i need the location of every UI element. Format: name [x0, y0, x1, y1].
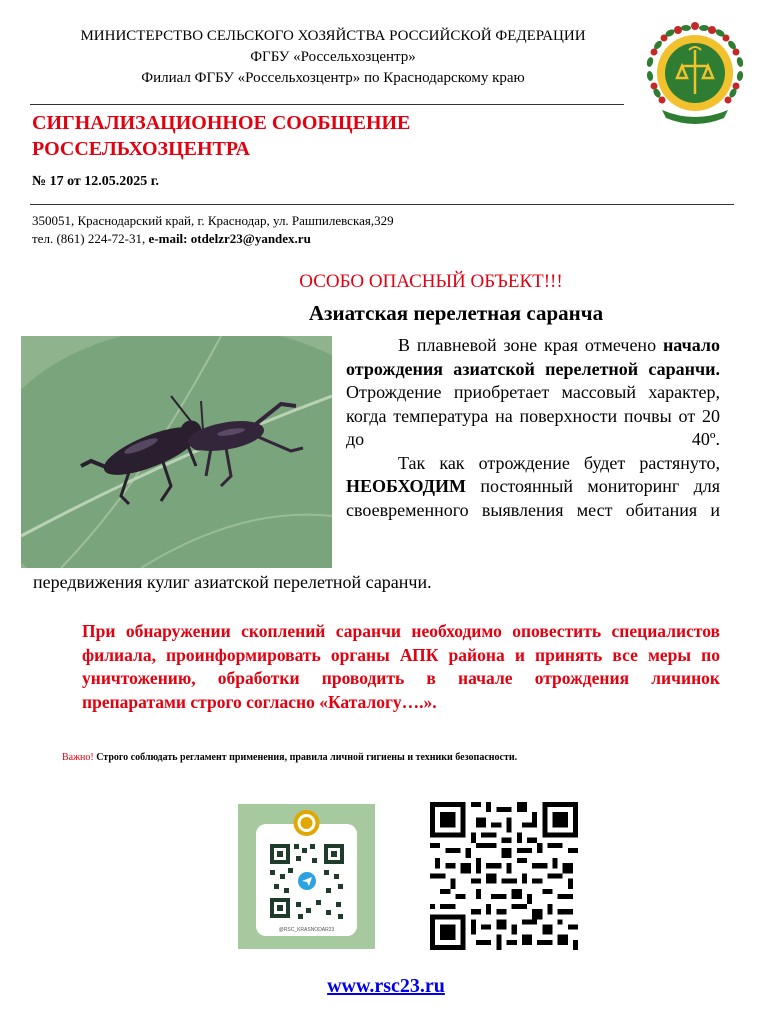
rosselkhozcenter-emblem-icon [642, 20, 748, 126]
message-title [32, 110, 410, 162]
website-link[interactable]: www.rsc23.ru [327, 975, 445, 997]
header-divider [30, 104, 624, 105]
paragraph-2 [346, 452, 720, 523]
locust-photo [21, 336, 332, 568]
p2-text-a: Так как отрождение будет растянуто, [398, 452, 720, 473]
ministry-name: МИНИСТЕРСТВО СЕЛЬСКОГО ХОЗЯЙСТВА РОССИЙСКОЙ ФЕДЕРАЦИИ [80, 28, 586, 44]
message-title-line2: РОССЕЛЬХОЗЦЕНТРА [32, 138, 250, 160]
phone-email-line [32, 230, 394, 248]
p2-text-b: постоянный мониторинг для своевременного выявления мест обитания и [346, 476, 720, 520]
email-link[interactable]: e-mail: otdelzr23@yandex.ru [148, 231, 311, 246]
danger-heading: ОСОБО ОПАСНЫЙ ОБЪЕКТ!!! [299, 271, 563, 292]
p1-text-a: В плавневой зоне края отмечено [398, 335, 663, 355]
branch-name: Филиал ФГБУ «Россельхозцентр» по Краснодарскому краю [141, 70, 525, 86]
message-title-line1: СИГНАЛИЗАЦИОННОЕ СООБЩЕНИЕ [32, 112, 411, 134]
paragraph-1 [346, 334, 720, 452]
contacts-divider [30, 204, 734, 205]
p1-text-b: Отрождение приобретает массовый характер, когда температура на поверхности почвы от 20 до 40º. [346, 382, 720, 449]
phone-text: тел. (861) 224-72-31, [32, 231, 146, 246]
contacts-block [32, 212, 394, 248]
message-number: № 17 от 12.05.2025 г. [32, 174, 160, 189]
important-text: Строго соблюдать регламент применения, правила личной гигиены и техники безопасности. [93, 752, 518, 763]
p2-text-bold: НЕОБХОДИМ [346, 476, 467, 496]
important-note [62, 752, 517, 763]
org-name: ФГБУ «Россельхозцентр» [250, 49, 416, 65]
important-label: Важно! [62, 752, 94, 763]
p1-text-bold: начало отрождения азиатской перелетной саранчи. [346, 335, 720, 379]
pest-name-heading: Азиатская перелетная саранча [308, 301, 604, 325]
ministry-header [30, 26, 636, 89]
body-text [346, 334, 720, 522]
address-text: 350051, Краснодарский край, г. Краснодар, ул. Рашпилевская,329 [32, 213, 394, 228]
paragraph-2-tail: передвижения кулиг азиатской перелетной саранчи. [33, 572, 432, 592]
warning-text: При обнаружении скоплений саранчи необходимо оповестить специалистов филиала, проинформировать органы АПК района и принять все меры по уничтожению, обработки проводить в начале отрождения личинок препаратами строго согласно «Каталогу….». [82, 621, 720, 712]
telegram-qr-caption: @RSC_KRASNODAR23 [278, 927, 335, 933]
telegram-qr-code[interactable] [238, 804, 375, 949]
website-qr-code[interactable] [430, 802, 578, 950]
